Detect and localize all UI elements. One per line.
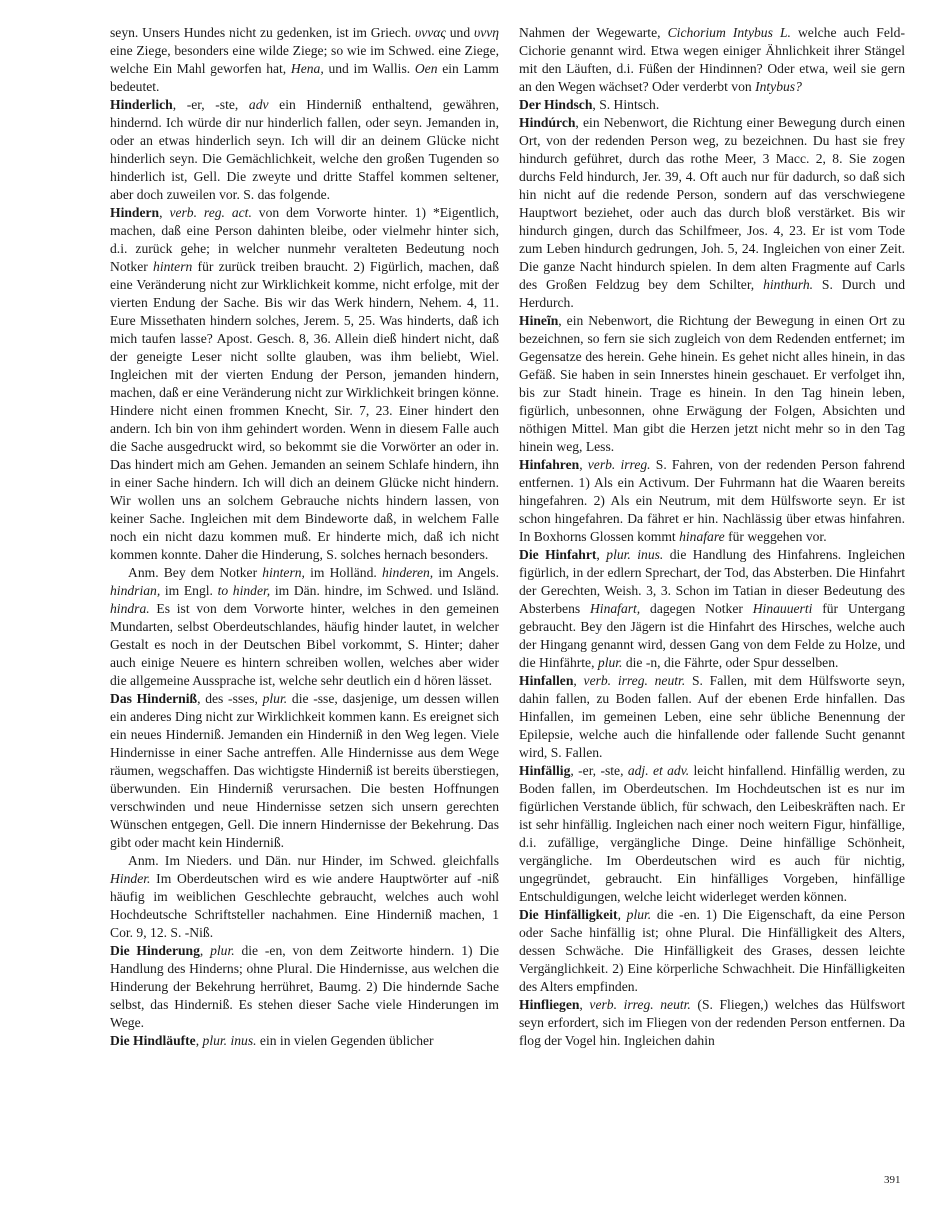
dictionary-entry [110, 1032, 499, 1050]
entry-text: ein Lamm bedeutet. [110, 61, 499, 94]
entry-text: von dem Vorworte hinter. 1) *Eigentlich, machen, daß eine Person dahinten bleibe, oder vielmehr hinter sich, d.i. zurück gehe; in welcher nunmehr veralteten Bedeutung noch Notker [110, 205, 500, 274]
entry-text: ein in vielen Gegenden üblicher [256, 1033, 434, 1048]
italic-term: verb. irreg. neutr. [583, 673, 686, 688]
italic-term: verb. irreg. [587, 457, 651, 472]
entry-text: die -sse, dasjenige, um dessen willen ein anderes Ding nicht zur Wirklichkeit kommen kann. Es ereignet sich ein neues Hinderniß. Jemanden ein Hinderniß in den Weg legen. Viele Hindernisse in einer Sache antreffen. Alle Hindernisse aus dem Wege räumen, wegschaffen. Das wichtigste Hinderniß ist bereits überstiegen, überwunden. Ein Hinderniß verursachen. Die besten Hoffnungen verschwinden und neue Hindernisse setzen sich unsern gerechten Wünschen entgegen, Gell. Die innern Hindernisse der Bekehrung. Das gibt oder macht kein Hinderniß. [110, 691, 499, 850]
italic-term: Hinafart, [589, 601, 641, 616]
entry-text: für Untergang gebraucht. Bey den Jägern ist die Hinfahrt des Hirsches, welche auch der Hingang genannt wird, dessen Gang von dem Felde zu Holze, und die Hinfährte, [519, 601, 906, 670]
entry-text: seyn. Unsers Hundes nicht zu gedenken, ist im Griech. [110, 25, 415, 40]
italic-term: Oen [414, 61, 438, 76]
entry-text: leicht hinfallend. Hinfällig werden, zu Boden fallen, im Oberdeutschen. Im Hochdeutschen ist es nur im figürlichen Verstande üblich, für schwach, den Leibeskräften nach. Er ist sehr hinfällig. Ingleichen nach einer noch weitern Figur, hinfällige, d.i. zufällige, vergängliche Dinge. Deine hinfällige Schönheit, vergängliche. Im Oberdeutschen wird es auch für nichtig, ungegründet, gebraucht. Ein hinfälliges Vorgeben, hinfällige Entschuldigungen, welche leicht widerleget werden können. [519, 763, 905, 904]
entry-text: , [617, 907, 627, 922]
entry-text: für zurück treiben braucht. 2) Figürlich, machen, daß eine Veränderung nicht zur Wirklichkeit komme, nicht erfolge, mit der vierten Endung der Sache. Bis wir das Werk hindern, Nehem. 4, 11. Eure Missethaten hindern solches, Jerem. 5, 25. Was hinderts, daß ich mich taufen lasse? Apost. Gesch. 8, 36. Allein dieß hindert nicht, daß der geneigte Leser nicht sollte glauben, was ihm beliebt, Wiel. Ingleichen mit der vierten Endung der Person, jemanden hindern, machen, daß er eine Veränderung nicht zur Wirklichkeit bringen könne. Hindere nicht einen frommen Knecht, Sir. 7, 23. Einer hindert den andern. Ich bin von ihm gehindert worden. Wenn in diesem Falle auch die Sache ausgedruckt wird, so bekommt sie die Vorwörter an oder in. Das hindert mich am Gehen. Jemanden an seinem Schlafe hindern, ihn in einer Sache hindern. Ich will dich an deinem Glücke nicht hindern. Wir wollen uns an solchem Gebrauche nichts hindern lassen, von keiner Sache. Ingleichen mit dem Bindeworte daß, in welchem Falle noch ein nicht dazu kommen muß. Er hinderte mich, daß ich nicht kommen konnte. Daher die Hinderung, S. solches hernach besonders. [110, 259, 499, 562]
dictionary-entry [519, 546, 905, 672]
entry-text: , ein Nebenwort, die Richtung der Bewegung in einen Ort zu bezeichnen, so fern sie sich zugleich von dem Redenden entfernet; im Gegensatze des herein. Gehe hinein. Es gehet nicht alles hinein, in das Gefäß. Sie haben in sein Innerstes hinein geschauet. Er verfolget ihn, bis zur Stadt hinein. Trage es hinein. In den Tag hinein leben, figürlich, unbesonnen, ohne Erwägung der Folgen, Absichten und nöthigen Mittel. Man gibt die Herzen jetzt nicht mehr so in den Tag hinein weg, Less. [519, 313, 905, 454]
entry-text: , ein Nebenwort, die Richtung einer Bewegung durch einen Ort, von der redenden Person weg, zu bezeichnen. Du hast sie frey hindurch geführet, durch das rothe Meer, 3 Macc. 2, 8. Sie zogen durchs Feld hindurch, Jer. 39, 4. Oft auch nur für dadurch, so daß sich hin nicht auf die redende Person, sondern auf das verschwiegene Hauptwort beziehet, oder auch das durch bloß verstärket. Bis wir hindurch gingen, durch das Schilfmeer, Jos. 4, 23. Er ist vom Tode zum Leben hindurch gedrungen, Joh. 5, 24. Ingleichen von einer Zeit. Die ganze Nacht hindurch spielen. In dem alten Fragmente auf Carls des Großen Feldzug bey dem Schilter, [519, 115, 905, 292]
italic-term: Hinder. [110, 871, 151, 886]
entry-paragraph [110, 852, 499, 942]
italic-term: hinthurh. [763, 277, 814, 292]
italic-term: to hinder, [217, 583, 271, 598]
entry-headword: Der Hindsch [519, 97, 593, 112]
entry-headword: Die Hinderung [110, 943, 200, 958]
dictionary-entry [519, 312, 905, 456]
entry-text: und im Wallis. [323, 61, 415, 76]
italic-term: υννη [473, 25, 500, 40]
italic-term: verb. reg. act. [169, 205, 252, 220]
entry-text: S. Fahren, von der redenden Person fahrend entfernen. 1) Als ein Activum. Der Fuhrmann hat die Waaren bereits hingefahren. 2) Als ein Neutrum, mit dem Hülfsworte seyn. Er ist schon hingefahren. Da fähret er hin. Nachlässig über etwas hinfahren. In Boxhorns Glossen kommt [519, 457, 905, 544]
entry-text: Nahmen der Wegewarte, [519, 25, 668, 40]
italic-term: υννας [414, 25, 446, 40]
entry-headword: Hinfliegen [519, 997, 580, 1012]
italic-term: hindra. [110, 601, 150, 616]
entry-text: Anm. Im Nieders. und Dän. nur Hinder, im Schwed. gleichfalls [128, 853, 499, 868]
entry-text: im Engl. [160, 583, 218, 598]
dictionary-entry [519, 906, 905, 996]
dictionary-entry [519, 672, 905, 762]
italic-term: Cichorium Intybus L. [667, 25, 791, 40]
italic-term: adj. et adv. [627, 763, 690, 778]
italic-term: hintern, [262, 565, 305, 580]
italic-term: hinderen, [381, 565, 434, 580]
italic-term: Hena, [290, 61, 324, 76]
entry-text: , [159, 205, 170, 220]
dictionary-entry [519, 96, 905, 114]
italic-term: hindrian, [110, 583, 161, 598]
entry-headword: Die Hinfahrt [519, 547, 597, 562]
entry-text: , [579, 997, 590, 1012]
entry-headword: Hineĩn [519, 313, 559, 328]
entry-text: im Holländ. [304, 565, 382, 580]
dictionary-entry [519, 996, 905, 1050]
italic-term: plur. [210, 943, 235, 958]
entry-text: die -n, die Fährte, oder Spur desselben. [622, 655, 839, 670]
italic-term: plur. inus. [606, 547, 664, 562]
entry-text: und [445, 25, 474, 40]
italic-term: hinafare [679, 529, 725, 544]
entry-text: Im Oberdeutschen wird es wie andere Hauptwörter auf -niß häufig im weiblichen Geschlechte gebraucht, welches auch wohl Hochdeutsche Schriftsteller nachahmen. Eine Hinderniß machen, 1 Cor. 9, 12. S. -Niß. [110, 871, 499, 940]
dictionary-entry [110, 942, 499, 1032]
entry-headword: Hinfallen [519, 673, 574, 688]
entry-headword: Hinfällig [519, 763, 571, 778]
entry-headword: Die Hindläufte [110, 1033, 196, 1048]
italic-term: plur. [262, 691, 288, 706]
entry-text: ein Hinderniß enthaltend, gewähren, hindernd. Ich würde dir nur hinderlich fallen, oder seyn. Jemanden in, oder an etwas hinderlich seyn. Ich will dir an deinem Glücke nicht hinderlich seyn. Die Gemächlichkeit, welche den großen Tugenden so hinderlich ist, Gell. Die zweyte und dritte Staffel kommen seltener, aber doch zuweilen vor. S. das folgende. [110, 97, 499, 202]
entry-paragraph [110, 24, 499, 96]
entry-paragraph [519, 24, 905, 96]
dictionary-entry [519, 456, 905, 546]
dictionary-entry [110, 96, 499, 204]
entry-text: , -er, -ste, [570, 763, 628, 778]
entry-text: die Handlung des Hinfahrens. Ingleichen figürlich, in der edlern Sprechart, der Tod, das Absterben. Die Hinfahrt der Gerechten, Weish. 3, 3. Schon im Tatian in dieser Bedeutung des Absterbens [519, 547, 905, 616]
entry-text: die -en, von dem Zeitworte hindern. 1) Die Handlung des Hinderns; ohne Plural. Die Hindernisse, aus welchen die Hinderung der Bekehrung herrühret, Baumg. 2) Die hindernde Sache selbst, das Hinderniß. Es stehen dieser Sache viele Hinderungen im Wege. [110, 943, 500, 1030]
left-column [110, 24, 499, 1050]
italic-term: plur. [597, 655, 623, 670]
dictionary-entry [519, 114, 905, 312]
right-column [519, 24, 905, 1050]
entry-text: S. Fallen, mit dem Hülfsworte seyn, dahin fallen, zu Boden fallen. Auf der ebenen Erde hinfallen. Das Hinfallen, im gemeinen Leben, eine sehr übliche Benennung der Epilepsie, welche auch die hinfallende oder fallende Sucht genannt wird, S. Fallen. [519, 673, 905, 760]
entry-text: S. Durch und Herdurch. [519, 277, 905, 310]
entry-text: die -en. 1) Die Eigenschaft, da eine Person oder Sache hinfällig ist; ohne Plural. Die Hinfälligkeit des Alters, dessen Schwäche. Die Hinfälligkeit des Grases, dessen leichte Vergänglichkeit. 2) Eine körperliche Schwachheit. Die Hinfälligkeiten des Alters empfinden. [519, 907, 905, 994]
italic-term: plur. inus. [202, 1033, 257, 1048]
entry-text: dagegen Notker [640, 601, 753, 616]
entry-headword: Die Hinfälligkeit [519, 907, 618, 922]
italic-term: Intybus? [755, 79, 802, 94]
entry-text: Anm. Bey dem Notker [128, 565, 263, 580]
entry-headword: Hinfahren [519, 457, 580, 472]
dictionary-entry [110, 690, 499, 852]
page-number: 391 [884, 1174, 901, 1186]
entry-headword: Hindern [110, 205, 160, 220]
entry-text: für weggehen vor. [724, 529, 827, 544]
entry-text: welche auch Feld-Cichorie genannt wird. Etwa wegen einiger Ähnlichkeit ihrer Stängel mit den Läuften, d.i. Füßen der Hindinnen? Oder etwa, weil sie gern an den Wegen wächset? Oder verderbt von [519, 25, 905, 94]
entry-paragraph [110, 564, 499, 690]
entry-text: , S. Hintsch. [592, 97, 660, 112]
entry-text: im Dän. hindre, im Schwed. und Isländ. [270, 583, 500, 598]
entry-text: , [199, 943, 211, 958]
entry-text: eine Ziege, besonders eine wilde Ziege; so wie im Schwed. eine Ziege, welche Ein Mahl geworfen hat, [110, 43, 499, 76]
italic-term: hintern [153, 259, 193, 274]
dictionary-entry [110, 204, 499, 564]
entry-text: , -er, -ste, [172, 97, 249, 112]
entry-text: , [596, 547, 607, 562]
entry-headword: Hinderlich [110, 97, 173, 112]
entry-text: , des -sses, [197, 691, 263, 706]
entry-headword: Das Hinderniß [110, 691, 198, 706]
italic-term: plur. [626, 907, 652, 922]
entry-headword: Hindúrch [519, 115, 576, 130]
italic-term: verb. irreg. neutr. [589, 997, 691, 1012]
entry-text: , [579, 457, 588, 472]
dictionary-entry [519, 762, 905, 906]
entry-text: (S. Fliegen,) welches das Hülfswort seyn erfordert, sich im Fliegen von der redenden Person entfernen. Da flog der Vogel hin. Ingleichen dahin [519, 997, 905, 1048]
entry-text: im Angels. [433, 565, 499, 580]
entry-text: , [573, 673, 584, 688]
italic-term: adv [248, 97, 269, 112]
entry-text: , [195, 1033, 203, 1048]
italic-term: Hinauuerti [752, 601, 813, 616]
entry-text: Es ist von dem Vorworte hinter, welches in den gemeinen Mundarten, selbst Oberdeutschlandes, häufig hinder lautet, in welcher Gestalt es noch in der Deutschen Bibel vorkommt, S. Hinter; daher auch einige Neuere es hintern schreiben wollen, welches aber wider die allgemeine Aussprache ist, welche sehr deutlich ein d hören lässet. [110, 601, 499, 688]
